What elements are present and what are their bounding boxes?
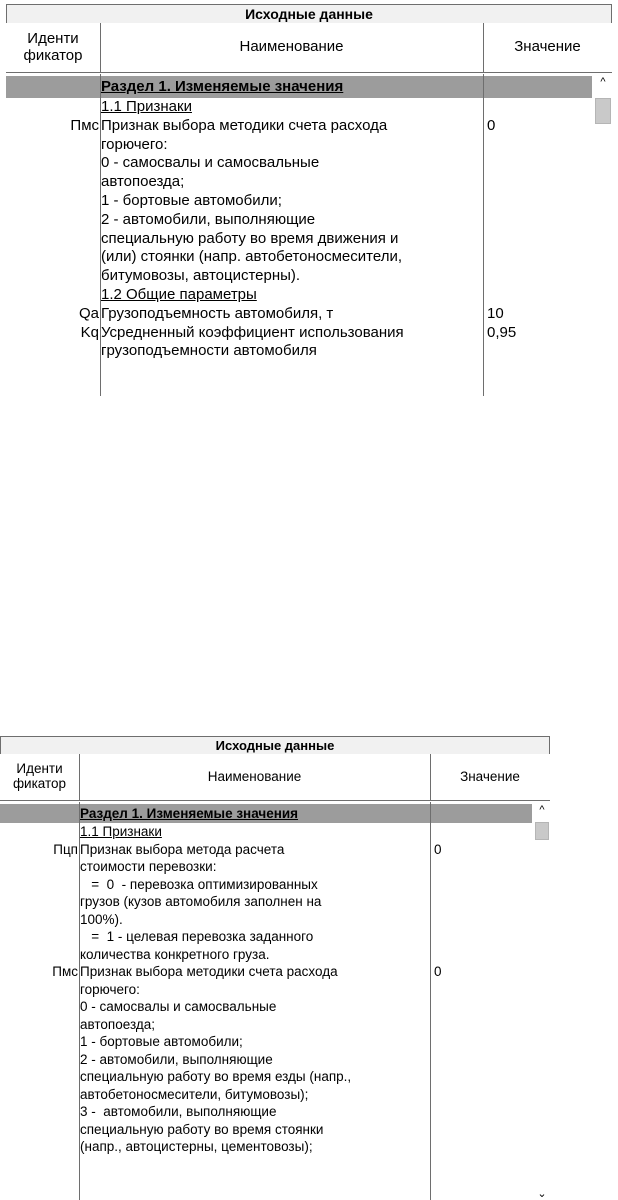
name-line: специальную работу во время стоянки (80, 1121, 324, 1137)
name-line: = 1 - целевая перевозка заданного (80, 929, 314, 944)
name-line: автопоезда; (80, 1016, 155, 1032)
name-line: = 0 - перевозка оптимизированных (80, 876, 318, 892)
row-value[interactable]: 0 (434, 841, 442, 857)
row-value[interactable] (483, 98, 592, 117)
row-value[interactable]: 0 (487, 116, 496, 134)
name-line: Признак выбора методики счета расхода (80, 964, 338, 979)
name-line: 1 - бортовые автомобили; (101, 191, 282, 209)
name-line: количества конкретного груза. (80, 946, 270, 962)
header-value[interactable]: Значение (460, 768, 520, 784)
row-name (100, 324, 483, 362)
scroll-up-icon[interactable]: ^ (539, 804, 545, 816)
row-identifier (6, 98, 100, 117)
row-value[interactable]: 0 (434, 964, 442, 979)
name-line: 3 - автомобили, выполняющие (80, 1104, 277, 1119)
row-name (100, 117, 483, 286)
name-line: Усредненный коэффициент использования (101, 323, 404, 341)
row-value[interactable] (483, 286, 592, 305)
name-line: горючего: (80, 981, 140, 997)
header-identifier[interactable]: Иденти фикатор (6, 23, 101, 72)
scroll-down-icon[interactable]: ⌄ (537, 1188, 547, 1200)
row-name (100, 98, 483, 117)
name-line: автобетоносмесители, битумовозы); (80, 1086, 309, 1102)
name-line: (напр., автоцистерны, цементовозы); (80, 1139, 313, 1154)
table-row[interactable] (0, 963, 532, 1156)
subsection-title: 1.1 Признаки (80, 824, 162, 839)
row-value[interactable] (430, 823, 532, 841)
name-line: 1 - бортовые автомобили; (80, 1034, 243, 1049)
section-row[interactable] (0, 802, 532, 823)
row-identifier: Пмс (70, 116, 99, 134)
name-line: битумовозы, автоцистерны). (101, 267, 301, 285)
name-line: 2 - автомобили, выполняющие (80, 1051, 273, 1067)
name-line: грузов (кузов автомобиля заполнен на (80, 894, 322, 909)
row-name (100, 286, 483, 305)
table-row[interactable] (6, 286, 592, 305)
name-line: специальную работу во время езды (напр., (80, 1069, 352, 1084)
name-line: специальную работу во время движения и (101, 229, 399, 247)
row-value[interactable]: 0,95 (487, 323, 517, 341)
source-data-grid-bottom (0, 736, 550, 1200)
source-data-grid-top (6, 4, 612, 396)
name-line: Признак выбора метода расчета (80, 841, 285, 857)
section-title: Раздел 1. Изменяемые значения (101, 78, 344, 95)
row-identifier: Kq (80, 323, 99, 341)
row-name (100, 305, 483, 324)
header-identifier[interactable]: Иденти фикатор (0, 754, 80, 800)
name-line: 2 - автомобили, выполняющие (101, 210, 316, 228)
table-row[interactable] (6, 117, 592, 286)
subsection-title: 1.2 Общие параметры (101, 285, 257, 303)
name-line: Грузоподъемность автомобиля, т (101, 304, 334, 322)
grid-body (6, 74, 592, 396)
table-row[interactable] (0, 841, 532, 964)
row-name (79, 841, 430, 964)
table-row[interactable] (0, 823, 532, 841)
grid-caption: Исходные данные (0, 736, 550, 755)
header-name[interactable]: Наименование (79, 754, 431, 800)
grid-body (0, 802, 532, 1200)
scroll-thumb[interactable] (595, 98, 611, 124)
name-line: Признак выбора методики счета расхода (101, 116, 388, 134)
scroll-up-icon[interactable]: ^ (600, 76, 606, 88)
table-row[interactable] (6, 98, 592, 117)
grid-caption: Исходные данные (6, 4, 612, 24)
name-line: стоимости перевозки: (80, 859, 217, 874)
name-line: автопоезда; (101, 173, 185, 191)
section-row[interactable] (6, 74, 592, 98)
vertical-scrollbar[interactable] (534, 802, 550, 1200)
table-row[interactable] (6, 324, 592, 362)
table-row[interactable] (6, 305, 592, 324)
subsection-title: 1.1 Признаки (101, 98, 192, 115)
row-identifier: Пмс (52, 964, 78, 979)
grid-header-row (0, 754, 550, 801)
name-line: грузоподъемности автомобиля (101, 342, 317, 360)
row-identifier (0, 823, 79, 841)
name-line: 0 - самосвалы и самосвальные (80, 999, 277, 1014)
name-line: горючего: (101, 135, 168, 153)
row-value[interactable]: 10 (487, 304, 504, 322)
header-value[interactable]: Значение (514, 38, 581, 56)
row-name (79, 823, 430, 841)
row-identifier (6, 286, 100, 305)
header-name[interactable]: Наименование (100, 23, 484, 72)
vertical-scrollbar[interactable] (594, 74, 612, 396)
name-line: 100%). (80, 911, 123, 927)
row-identifier: Qa (78, 304, 99, 322)
section-title: Раздел 1. Изменяемые значения (80, 806, 299, 821)
grid-header-row (6, 23, 612, 73)
name-line: 0 - самосвалы и самосвальные (101, 154, 320, 172)
row-identifier: Пцп (53, 841, 78, 857)
scroll-thumb[interactable] (535, 822, 549, 840)
name-line: (или) стоянки (напр. автобетоносмесители, (101, 248, 402, 266)
row-name (79, 963, 430, 1156)
